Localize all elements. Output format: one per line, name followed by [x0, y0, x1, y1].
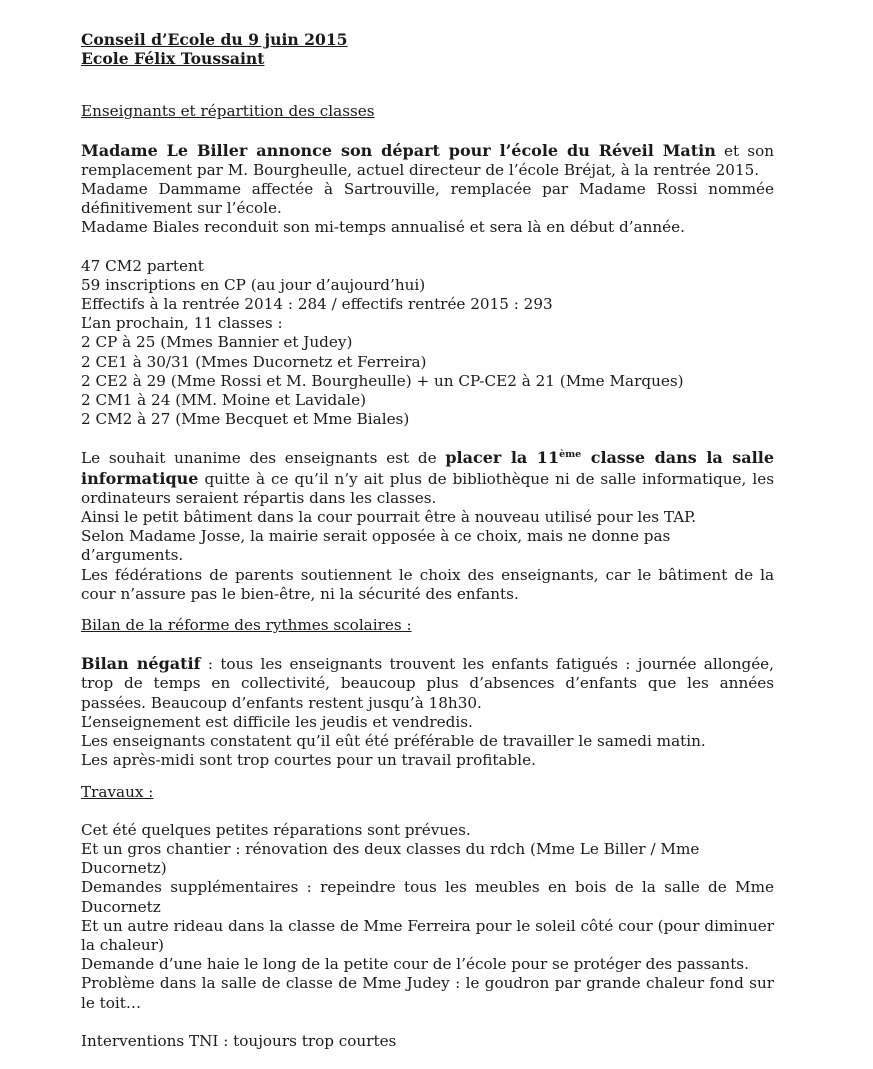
- section-travaux: [81, 783, 774, 1013]
- paragraph-biales: Madame Biales reconduit son mi-temps annualisé et sera là en début d’année.: [81, 218, 685, 237]
- meeting-title: Conseil d’Ecole du 9 juin 2015: [81, 30, 348, 49]
- stats-line: 47 CM2 partent: [81, 256, 204, 275]
- paragraph-federations: Les fédérations de parents soutiennent le choix des enseignants, car le bâtiment de la cour n’assure pas le bien-être, ni la sécurité des enfants.: [81, 565, 774, 603]
- travaux-line: Et un gros chantier : rénovation des deux classes du rdch (Mme Le Biller / Mme Ducornetz): [81, 839, 700, 878]
- section-wish: [81, 448, 774, 604]
- travaux-line: Demande d’une haie le long de la petite cour de l’école pour se protéger des passants.: [81, 955, 749, 974]
- departure-rest: et son remplacement par M. Bourgheulle, actuel directeur de l’école Bréjat, à la rentrée 2015.: [81, 141, 774, 179]
- section-heading-travaux: Travaux :: [81, 782, 154, 801]
- stats-line: 59 inscriptions en CP (au jour d’aujourd’hui): [81, 275, 426, 294]
- stats-line: Effectifs à la rentrée 2014 : 284 / effectifs rentrée 2015 : 293: [81, 295, 553, 314]
- stats-line: 2 CE1 à 30/31 (Mmes Ducornetz et Ferreira): [81, 352, 427, 371]
- section-heading-rythmes: Bilan de la réforme des rythmes scolaires :: [81, 616, 412, 635]
- paragraph-departure: [81, 141, 774, 180]
- section-heading-teachers: Enseignants et répartition des classes: [81, 102, 375, 121]
- paragraph-bilan: Bilan négatif : tous les enseignants trouvent les enfants fatigués : journée allongée, trop de temps en collectivité, beaucoup plus d’absences d’enfants que les années passées. Beaucoup d’enfants restent jusqu’à 18h30.: [81, 654, 774, 712]
- travaux-line: Et un autre rideau dans la classe de Mme Ferreira pour le soleil côté cour (pour diminuer la chaleur): [81, 916, 774, 954]
- interventions-tni: Interventions TNI : toujours trop courtes: [81, 1031, 397, 1050]
- travaux-line: Problème dans la salle de classe de Mme Judey : le goudron par grande chaleur fond sur le toit…: [81, 974, 774, 1012]
- wish-superscript: ème: [559, 449, 582, 461]
- school-name: Ecole Félix Toussaint: [81, 49, 265, 69]
- paragraph-samedi: Les enseignants constatent qu’il eût été préférable de travailler le samedi matin.: [81, 732, 706, 751]
- paragraph-jeudis: L’enseignement est difficile les jeudis et vendredis.: [81, 712, 473, 731]
- paragraph-wish: Le souhait unanime des enseignants est de placer la 11ème classe dans la salle informatique quitte à ce qu’il n’y ait plus de bibliothèque ni de salle informatique, les ordinateurs seraient répartis dans les classes.: [81, 448, 774, 507]
- paragraph-dammame: Madame Dammame affectée à Sartrouville, remplacée par Madame Rossi nommée définitivement sur l’école.: [81, 180, 774, 218]
- section-rythmes: [81, 616, 774, 770]
- wish-bold-2: classe dans la salle informatique: [81, 448, 774, 488]
- stats-line: 2 CP à 25 (Mmes Bannier et Judey): [81, 333, 353, 352]
- paragraph-apres-midi: Les après-midi sont trop courtes pour un travail profitable.: [81, 751, 536, 770]
- stats-line: L’an prochain, 11 classes :: [81, 314, 283, 333]
- wish-bold-1: placer la 11: [445, 448, 560, 468]
- paragraph-mairie: Selon Madame Josse, la mairie serait opposée à ce choix, mais ne donne pas d’arguments.: [81, 527, 671, 565]
- paragraph-tap: Ainsi le petit bâtiment dans la cour pourrait être à nouveau utilisé pour les TAP.: [81, 508, 697, 527]
- class-statistics: [81, 257, 774, 430]
- bilan-bold: Bilan négatif: [81, 654, 201, 674]
- travaux-line: Cet été quelques petites réparations sont prévues.: [81, 820, 471, 839]
- travaux-line: Demandes supplémentaires : repeindre tous les meubles en bois de la salle de Mme Ducornetz: [81, 878, 774, 916]
- departure-bold: Madame Le Biller annonce son départ pour l’école du Réveil Matin: [81, 140, 716, 160]
- section-teachers: [81, 102, 774, 237]
- stats-line: 2 CM2 à 27 (Mme Becquet et Mme Biales): [81, 410, 410, 429]
- document-page: [81, 30, 774, 1051]
- stats-line: 2 CM1 à 24 (MM. Moine et Lavidale): [81, 391, 367, 410]
- stats-line: 2 CE2 à 29 (Mme Rossi et M. Bourgheulle) + un CP-CE2 à 21 (Mme Marques): [81, 371, 684, 390]
- document-header: [81, 30, 774, 68]
